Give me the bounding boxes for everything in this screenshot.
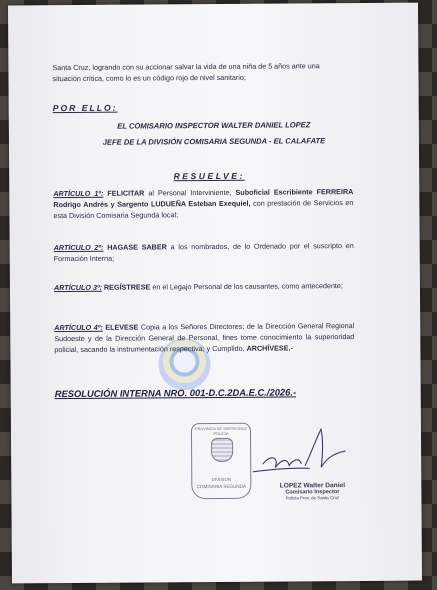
resuelve-heading: RESUELVE: [173,170,245,182]
document-page [8,3,422,584]
article-1-text-a: al Personal Interviniente, [148,187,232,198]
article-2-label: ARTÍCULO 2º: [53,242,104,253]
article-3-label: ARTÍCULO 3º: [53,282,103,293]
signer-organization: Policía Prov. de Santa Cruz [285,495,340,501]
stamp-line-1: DIVISION [211,476,231,483]
article-2-verb: HAGASE SABER [107,242,167,252]
article-1 [53,186,353,221]
shield-icon [211,438,233,462]
intro-line-1: Santa Cruz, logrando con su accionar salvar la vida de una niña de 5 años ante una [52,61,320,73]
signature-block [257,482,367,501]
authority-line-1: EL COMISARIO INSPECTOR WALTER DANIEL LOPEZ [117,120,311,131]
article-1-label: ARTÍCULO 1º: [53,188,104,199]
article-4-text: Copia a los Señores Directores; de la Dirección General Regional Sudoeste y de la Dirección General de Personal, fines tome conocimiento la superioridad policial, sacando la instrumentación respectiva; y Cumplido, [54,321,355,355]
article-4-verb: ELEVESE [105,322,139,332]
article-2 [54,240,354,264]
signer-name: LOPEZ Walter Daniel [279,482,346,490]
article-4-label: ARTÍCULO 4º: [54,322,103,333]
article-3-text: en el Legajo Personal de los causantes, como antecedente; [152,281,343,292]
intro-paragraph [52,60,352,84]
por-ello-heading: POR ELLO: [52,102,118,114]
article-3 [54,280,354,293]
article-1-text-b: con prestación de Servicios en esta División Comisaria Segunda local; [53,198,354,221]
article-1-verb: FELICITAR [107,188,145,198]
signer-rank: Comisario Inspector [285,489,340,496]
article-2-text: a los nombrados, de lo Ordenado por el suscripto en Formación Interna; [53,241,354,264]
article-4 [54,320,354,355]
handwritten-signature [249,423,349,484]
resolution-number: RESOLUCIÓN INTERNA NRO. 001-D.C.2DA.E.C./2026.- [54,386,297,400]
stamp-line-2: COMISARIA SEGUNDA [196,483,247,490]
authority-line-2: JEFE DE LA DIVISIÓN COMISARIA SEGUNDA - EL CALAFATE [102,136,326,147]
article-1-names: Suboficial Escribiente FERREIRA Rodrigo Andrés y Sargento LUDUEÑA Esteban Exequiel, [53,187,354,210]
article-4-closing: ARCHÍVESE.- [246,343,293,353]
official-stamp [191,423,252,499]
intro-line-2: situación crítica, como lo es un código rojo de nivel sanitario; [52,72,246,84]
stamp-ring-text: PROVINCIA DE SANTA CRUZ POLICIA [195,426,247,437]
article-3-verb: REGÍSTRESE [103,282,151,292]
